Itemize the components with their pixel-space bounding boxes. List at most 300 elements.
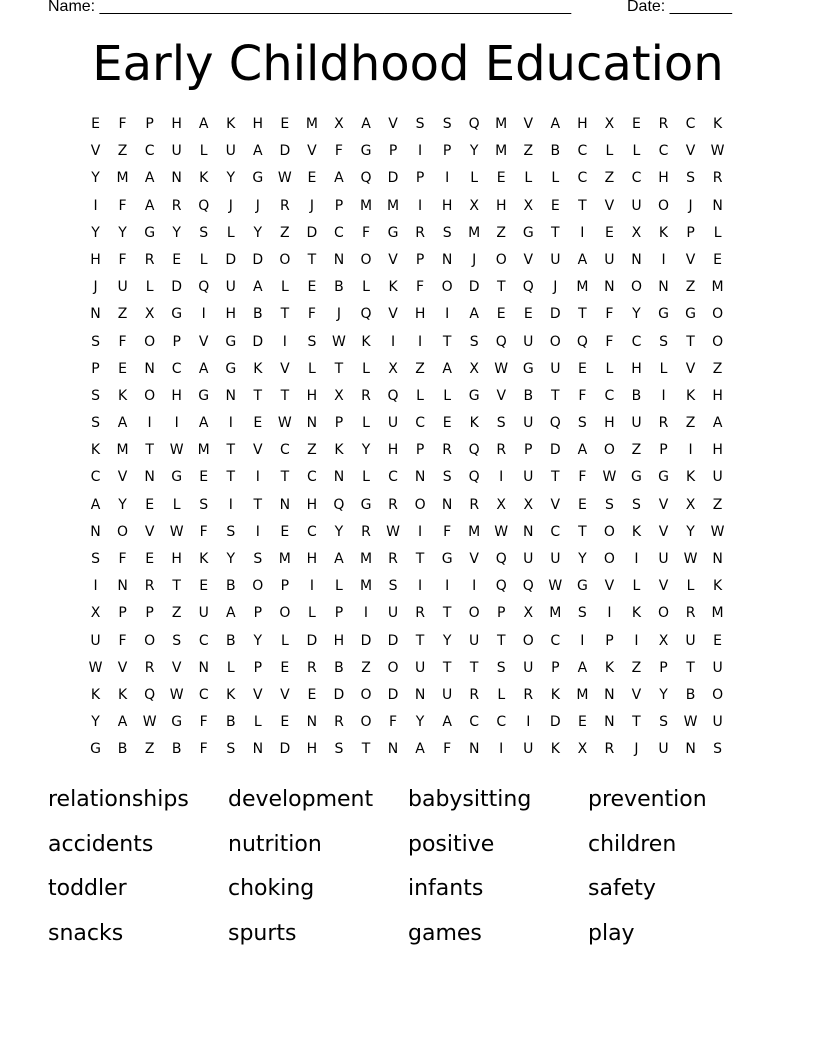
grid-letter[interactable]: T — [307, 251, 317, 268]
grid-letter[interactable]: L — [145, 279, 154, 296]
grid-letter[interactable]: Y — [469, 143, 479, 160]
grid-letter[interactable]: Q — [144, 686, 156, 703]
grid-letter[interactable]: B — [253, 306, 263, 323]
grid-letter[interactable]: H — [171, 116, 182, 132]
grid-letter[interactable]: E — [577, 714, 587, 731]
grid-letter[interactable]: H — [252, 116, 264, 132]
grid-letter[interactable]: I — [418, 578, 423, 595]
grid-letter[interactable]: N — [333, 251, 345, 268]
grid-letter[interactable]: U — [198, 605, 209, 622]
grid-letter[interactable]: E — [199, 469, 209, 486]
grid-letter[interactable]: H — [414, 306, 426, 323]
grid-letter[interactable]: K — [334, 442, 344, 459]
grid-letter[interactable]: G — [468, 387, 480, 404]
grid-letter[interactable]: I — [255, 469, 260, 486]
grid-letter[interactable]: E — [713, 632, 723, 649]
grid-letter[interactable]: G — [658, 469, 669, 486]
grid-letter[interactable]: R — [144, 659, 155, 676]
grid-letter[interactable]: I — [418, 523, 423, 540]
grid-letter[interactable]: J — [688, 197, 693, 214]
grid-letter[interactable]: A — [198, 360, 209, 377]
grid-letter[interactable]: U — [550, 360, 561, 377]
grid-letter[interactable]: H — [306, 551, 318, 567]
grid-letter[interactable]: U — [604, 251, 615, 268]
grid-letter[interactable]: U — [225, 279, 236, 296]
grid-letter[interactable]: J — [309, 197, 314, 214]
grid-letter[interactable]: C — [577, 170, 588, 187]
grid-letter[interactable]: M — [495, 143, 508, 160]
word-search-grid[interactable] — [82, 111, 742, 764]
grid-letter[interactable]: U — [414, 659, 426, 676]
grid-letter[interactable]: J — [472, 251, 477, 268]
grid-letter[interactable]: G — [252, 170, 264, 187]
grid-letter[interactable]: A — [361, 116, 371, 132]
grid-letter[interactable]: R — [712, 170, 723, 187]
grid-letter[interactable]: C — [334, 224, 344, 241]
grid-letter[interactable]: W — [683, 714, 698, 731]
grid-letter[interactable]: W — [169, 686, 184, 703]
grid-letter[interactable]: K — [226, 116, 236, 132]
grid-letter[interactable]: Q — [333, 496, 345, 513]
grid-letter[interactable]: R — [144, 251, 155, 268]
grid-letter[interactable]: H — [306, 496, 318, 513]
grid-letter[interactable]: S — [659, 714, 668, 731]
grid-letter[interactable]: O — [144, 632, 156, 649]
grid-letter[interactable]: W — [710, 523, 725, 540]
grid-letter[interactable]: C — [307, 469, 317, 486]
grid-letter[interactable]: C — [388, 469, 398, 486]
grid-letter[interactable]: L — [632, 578, 641, 595]
grid-letter[interactable]: U — [658, 551, 669, 567]
grid-letter[interactable]: L — [362, 415, 370, 432]
grid-letter[interactable]: O — [387, 659, 399, 676]
grid-letter[interactable]: I — [147, 415, 152, 432]
grid-letter[interactable]: W — [386, 523, 400, 540]
grid-letter[interactable]: S — [226, 741, 236, 758]
grid-letter[interactable]: V — [144, 523, 155, 540]
grid-letter[interactable]: K — [550, 741, 560, 758]
grid-letter[interactable]: I — [282, 333, 287, 350]
grid-letter[interactable]: H — [712, 387, 723, 404]
grid-letter[interactable]: R — [415, 224, 425, 241]
grid-letter[interactable]: N — [333, 469, 345, 486]
grid-letter[interactable]: D — [387, 632, 399, 649]
grid-letter[interactable]: G — [225, 360, 237, 377]
grid-letter[interactable]: L — [335, 578, 343, 595]
grid-letter[interactable]: F — [199, 523, 208, 540]
grid-letter[interactable]: S — [442, 224, 452, 241]
grid-letter[interactable]: Y — [415, 714, 425, 731]
grid-letter[interactable]: O — [117, 523, 129, 540]
grid-letter[interactable]: C — [279, 442, 290, 459]
grid-letter[interactable]: C — [658, 143, 669, 160]
grid-letter[interactable]: N — [604, 279, 615, 296]
grid-letter[interactable]: F — [605, 306, 614, 323]
grid-letter[interactable]: E — [172, 251, 182, 268]
grid-letter[interactable]: E — [577, 496, 587, 513]
grid-letter[interactable]: M — [359, 197, 373, 214]
grid-letter[interactable]: L — [605, 143, 614, 160]
grid-letter[interactable]: R — [388, 496, 398, 513]
grid-letter[interactable]: B — [171, 741, 182, 758]
grid-letter[interactable]: W — [142, 714, 157, 731]
grid-letter[interactable]: N — [441, 251, 453, 268]
grid-letter[interactable]: I — [472, 578, 477, 595]
grid-letter[interactable]: U — [712, 714, 723, 731]
grid-letter[interactable]: L — [172, 496, 181, 513]
grid-letter[interactable]: S — [415, 116, 425, 132]
grid-letter[interactable]: T — [253, 387, 263, 404]
grid-letter[interactable]: Z — [171, 605, 182, 622]
grid-letter[interactable]: L — [253, 714, 262, 731]
grid-letter[interactable]: R — [334, 714, 344, 731]
grid-letter[interactable]: J — [553, 279, 558, 296]
grid-letter[interactable]: K — [90, 686, 101, 703]
grid-letter[interactable]: F — [307, 306, 316, 323]
grid-letter[interactable]: Q — [360, 170, 372, 187]
grid-letter[interactable]: X — [496, 496, 507, 513]
grid-letter[interactable]: A — [415, 741, 425, 758]
grid-letter[interactable]: R — [279, 197, 290, 214]
grid-letter[interactable]: M — [468, 224, 481, 241]
grid-letter[interactable]: O — [279, 251, 291, 268]
grid-letter[interactable]: S — [442, 116, 452, 132]
grid-letter[interactable]: X — [469, 197, 479, 214]
grid-letter[interactable]: V — [604, 578, 615, 595]
grid-letter[interactable]: K — [713, 578, 723, 595]
grid-letter[interactable]: D — [468, 279, 480, 296]
grid-letter[interactable]: H — [495, 197, 507, 214]
grid-letter[interactable]: N — [90, 306, 101, 323]
grid-letter[interactable]: U — [523, 659, 534, 676]
grid-letter[interactable]: O — [468, 605, 480, 622]
grid-letter[interactable]: C — [198, 632, 209, 649]
grid-letter[interactable]: I — [418, 333, 423, 350]
grid-letter[interactable]: T — [442, 333, 452, 350]
grid-letter[interactable]: Q — [549, 415, 561, 432]
grid-letter[interactable]: T — [334, 360, 344, 377]
grid-letter[interactable]: O — [360, 251, 372, 268]
grid-letter[interactable]: O — [279, 605, 291, 622]
grid-letter[interactable]: L — [199, 251, 208, 268]
grid-letter[interactable]: F — [118, 551, 127, 567]
grid-letter[interactable]: U — [631, 197, 642, 214]
grid-letter[interactable]: I — [201, 306, 206, 323]
grid-letter[interactable]: L — [497, 686, 506, 703]
grid-letter[interactable]: H — [90, 251, 101, 268]
grid-letter[interactable]: D — [279, 741, 291, 758]
grid-letter[interactable]: N — [712, 551, 723, 567]
grid-letter[interactable]: S — [91, 333, 100, 350]
grid-letter[interactable]: C — [496, 714, 507, 731]
grid-letter[interactable]: G — [90, 741, 101, 758]
grid-letter[interactable]: S — [496, 659, 506, 676]
grid-letter[interactable]: V — [550, 496, 561, 513]
grid-letter[interactable]: F — [389, 714, 398, 731]
grid-letter[interactable]: Z — [712, 360, 723, 377]
grid-letter[interactable]: P — [686, 224, 695, 241]
grid-letter[interactable]: T — [280, 469, 290, 486]
grid-letter[interactable]: L — [551, 170, 560, 187]
grid-letter[interactable]: Y — [91, 170, 100, 187]
grid-letter[interactable]: E — [442, 415, 452, 432]
grid-letter[interactable]: M — [359, 551, 373, 567]
grid-letter[interactable]: X — [144, 306, 155, 323]
grid-letter[interactable]: E — [280, 659, 290, 676]
grid-letter[interactable]: I — [688, 442, 693, 459]
grid-letter[interactable]: S — [442, 469, 452, 486]
grid-letter[interactable]: P — [280, 578, 290, 595]
grid-letter[interactable]: X — [388, 360, 398, 377]
grid-letter[interactable]: N — [685, 741, 696, 758]
grid-letter[interactable]: G — [171, 714, 183, 731]
grid-letter[interactable]: T — [578, 306, 587, 323]
grid-letter[interactable]: V — [631, 686, 642, 703]
grid-letter[interactable]: O — [360, 714, 372, 731]
grid-letter[interactable]: D — [225, 251, 237, 268]
grid-letter[interactable]: T — [361, 741, 371, 758]
grid-letter[interactable]: P — [388, 143, 398, 160]
grid-letter[interactable]: N — [387, 741, 399, 758]
grid-letter[interactable]: F — [118, 632, 127, 649]
grid-letter[interactable]: R — [144, 578, 155, 595]
grid-letter[interactable]: A — [334, 170, 344, 187]
grid-letter[interactable]: U — [442, 686, 453, 703]
grid-letter[interactable]: F — [334, 143, 343, 160]
grid-letter[interactable]: P — [415, 251, 425, 268]
grid-letter[interactable]: I — [607, 605, 612, 622]
grid-letter[interactable]: J — [255, 197, 260, 214]
grid-letter[interactable]: Z — [523, 143, 534, 160]
grid-letter[interactable]: T — [551, 224, 560, 241]
grid-letter[interactable]: F — [118, 251, 127, 268]
grid-letter[interactable]: M — [468, 523, 481, 540]
grid-letter[interactable]: R — [388, 551, 398, 567]
grid-letter[interactable]: Y — [118, 496, 127, 513]
grid-letter[interactable]: J — [336, 306, 342, 323]
grid-letter[interactable]: N — [117, 578, 128, 595]
grid-letter[interactable]: Q — [387, 387, 399, 404]
grid-letter[interactable]: C — [577, 143, 588, 160]
grid-letter[interactable]: Y — [226, 551, 236, 567]
grid-letter[interactable]: G — [360, 143, 372, 160]
grid-letter[interactable]: G — [441, 551, 453, 567]
grid-letter[interactable]: Y — [118, 224, 127, 241]
grid-letter[interactable]: V — [307, 143, 317, 160]
grid-letter[interactable]: G — [387, 224, 399, 241]
grid-letter[interactable]: Y — [172, 224, 181, 241]
grid-letter[interactable]: V — [90, 143, 101, 160]
grid-letter[interactable]: J — [228, 197, 233, 214]
grid-letter[interactable]: E — [632, 116, 641, 132]
grid-letter[interactable]: Q — [495, 551, 507, 567]
grid-letter[interactable]: P — [524, 442, 533, 459]
grid-letter[interactable]: Y — [659, 686, 668, 703]
grid-letter[interactable]: C — [550, 523, 561, 540]
grid-letter[interactable]: V — [523, 251, 534, 268]
grid-letter[interactable]: N — [631, 251, 642, 268]
grid-letter[interactable]: F — [443, 523, 452, 540]
grid-letter[interactable]: Z — [415, 360, 425, 377]
grid-letter[interactable]: X — [334, 387, 344, 404]
grid-letter[interactable]: S — [199, 224, 209, 241]
grid-letter[interactable]: O — [414, 496, 426, 513]
grid-letter[interactable]: U — [712, 469, 723, 486]
grid-letter[interactable]: W — [88, 659, 103, 676]
grid-letter[interactable]: U — [523, 551, 534, 567]
grid-letter[interactable]: V — [253, 442, 263, 459]
grid-letter[interactable]: E — [550, 197, 560, 214]
grid-letter[interactable]: L — [280, 279, 289, 296]
grid-letter[interactable]: D — [387, 170, 399, 187]
grid-letter[interactable]: M — [116, 442, 129, 459]
grid-letter[interactable]: X — [631, 224, 642, 241]
grid-letter[interactable]: N — [198, 659, 209, 676]
grid-letter[interactable]: B — [685, 686, 696, 703]
grid-letter[interactable]: H — [387, 442, 399, 459]
grid-letter[interactable]: U — [550, 251, 561, 268]
grid-letter[interactable]: X — [604, 116, 615, 132]
grid-letter[interactable]: Z — [685, 279, 696, 296]
grid-letter[interactable]: U — [117, 279, 128, 296]
grid-letter[interactable]: T — [172, 578, 181, 595]
grid-letter[interactable]: I — [93, 197, 98, 214]
grid-letter[interactable]: K — [117, 686, 128, 703]
grid-letter[interactable]: Q — [468, 469, 480, 486]
grid-letter[interactable]: I — [634, 632, 639, 649]
grid-letter[interactable]: F — [361, 224, 371, 241]
grid-letter[interactable]: L — [362, 360, 370, 377]
grid-letter[interactable]: K — [631, 605, 642, 622]
grid-letter[interactable]: L — [362, 469, 370, 486]
grid-letter[interactable]: L — [605, 360, 614, 377]
grid-letter[interactable]: H — [577, 116, 588, 132]
grid-letter[interactable]: F — [118, 333, 127, 350]
grid-letter[interactable]: T — [496, 279, 506, 296]
grid-letter[interactable]: T — [442, 605, 452, 622]
grid-letter[interactable]: E — [604, 224, 614, 241]
grid-letter[interactable]: V — [604, 197, 615, 214]
grid-letter[interactable]: T — [415, 551, 425, 567]
grid-letter[interactable]: O — [441, 279, 453, 296]
grid-letter[interactable]: G — [198, 387, 210, 404]
grid-letter[interactable]: E — [523, 306, 533, 323]
grid-letter[interactable]: A — [144, 197, 155, 214]
grid-letter[interactable]: N — [414, 686, 426, 703]
grid-letter[interactable]: G — [576, 578, 588, 595]
grid-letter[interactable]: V — [198, 333, 209, 350]
grid-letter[interactable]: Z — [631, 442, 642, 459]
grid-letter[interactable]: P — [172, 333, 181, 350]
grid-letter[interactable]: R — [658, 116, 669, 132]
grid-letter[interactable]: O — [603, 442, 615, 459]
grid-letter[interactable]: L — [226, 224, 235, 241]
grid-letter[interactable]: N — [306, 415, 318, 432]
grid-letter[interactable]: D — [171, 279, 183, 296]
grid-letter[interactable]: R — [469, 496, 480, 513]
grid-letter[interactable]: W — [710, 143, 725, 160]
grid-letter[interactable]: U — [90, 632, 101, 649]
grid-letter[interactable]: Q — [360, 306, 372, 323]
grid-letter[interactable]: N — [171, 170, 182, 187]
grid-letter[interactable]: H — [631, 360, 642, 377]
grid-letter[interactable]: E — [145, 551, 155, 567]
grid-letter[interactable]: I — [363, 605, 369, 622]
grid-letter[interactable]: T — [496, 632, 506, 649]
grid-letter[interactable]: N — [414, 469, 426, 486]
grid-letter[interactable]: P — [253, 605, 263, 622]
grid-letter[interactable]: H — [171, 387, 182, 404]
grid-letter[interactable]: N — [523, 523, 534, 540]
grid-letter[interactable]: G — [685, 306, 696, 323]
grid-letter[interactable]: V — [253, 686, 263, 703]
grid-letter[interactable]: T — [551, 469, 560, 486]
grid-letter[interactable]: R — [171, 197, 182, 214]
grid-letter[interactable]: Y — [226, 170, 236, 187]
grid-letter[interactable]: D — [252, 251, 264, 268]
grid-letter[interactable]: F — [199, 741, 208, 758]
grid-letter[interactable]: R — [469, 686, 480, 703]
grid-letter[interactable]: S — [91, 415, 100, 432]
grid-letter[interactable]: L — [470, 170, 479, 187]
grid-letter[interactable]: P — [334, 605, 344, 622]
grid-letter[interactable]: Z — [712, 496, 723, 513]
grid-letter[interactable]: M — [278, 551, 291, 567]
grid-letter[interactable]: X — [577, 741, 588, 758]
grid-letter[interactable]: M — [386, 197, 400, 214]
grid-letter[interactable]: Y — [686, 523, 695, 540]
grid-letter[interactable]: N — [252, 741, 264, 758]
grid-letter[interactable]: Y — [253, 224, 263, 241]
grid-letter[interactable]: H — [171, 551, 182, 567]
grid-letter[interactable]: V — [280, 360, 290, 377]
grid-letter[interactable]: L — [632, 143, 641, 160]
grid-letter[interactable]: K — [361, 333, 371, 350]
grid-letter[interactable]: X — [523, 197, 534, 214]
grid-letter[interactable]: Z — [144, 741, 155, 758]
grid-letter[interactable]: K — [713, 116, 723, 132]
grid-letter[interactable]: I — [580, 632, 585, 649]
grid-letter[interactable]: N — [604, 714, 615, 731]
grid-letter[interactable]: L — [659, 360, 668, 377]
grid-letter[interactable]: E — [713, 251, 723, 268]
grid-letter[interactable]: W — [332, 333, 346, 350]
grid-letter[interactable]: A — [90, 496, 101, 513]
grid-letter[interactable]: Q — [522, 279, 534, 296]
grid-letter[interactable]: K — [685, 469, 696, 486]
grid-letter[interactable]: M — [197, 442, 210, 459]
grid-letter[interactable]: S — [469, 333, 479, 350]
grid-letter[interactable]: D — [549, 714, 561, 731]
grid-letter[interactable]: F — [199, 714, 208, 731]
grid-letter[interactable]: T — [253, 496, 263, 513]
grid-letter[interactable]: G — [522, 224, 534, 241]
grid-letter[interactable]: G — [522, 360, 534, 377]
grid-letter[interactable]: O — [522, 632, 534, 649]
grid-letter[interactable]: H — [306, 741, 318, 758]
grid-letter[interactable]: A — [225, 605, 236, 622]
grid-letter[interactable]: A — [442, 714, 452, 731]
grid-letter[interactable]: Q — [495, 578, 507, 595]
grid-letter[interactable]: P — [145, 116, 154, 132]
grid-letter[interactable]: T — [686, 333, 695, 350]
grid-letter[interactable]: S — [334, 741, 344, 758]
grid-letter[interactable]: Y — [578, 551, 587, 567]
grid-letter[interactable]: V — [685, 143, 696, 160]
grid-letter[interactable]: M — [711, 605, 724, 622]
grid-letter[interactable]: U — [387, 605, 399, 622]
grid-letter[interactable]: V — [388, 116, 398, 132]
